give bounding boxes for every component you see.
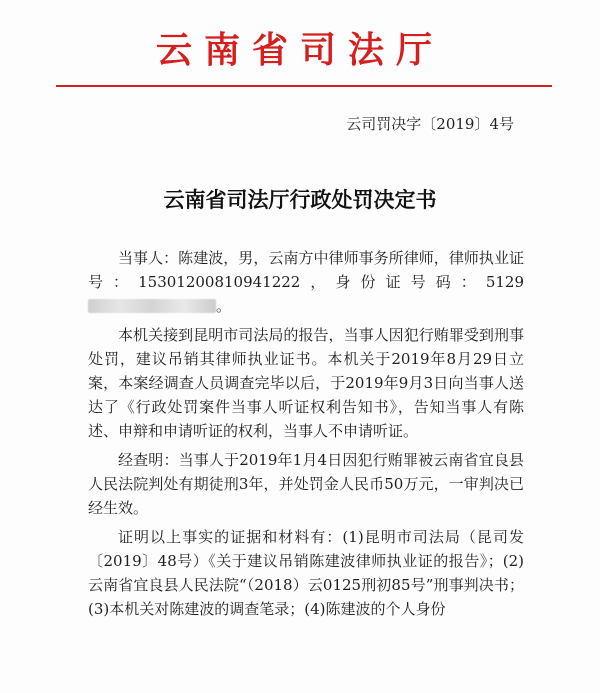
party-info: 当事人：陈建波，男，云南方中律师事务所律师，律师执业证号：15301200810941222，身份证号码：5129	[88, 249, 524, 291]
document-title: 云南省司法厅行政处罚决定书	[163, 187, 437, 212]
party-info-end: 。	[216, 297, 232, 315]
org-letterhead: 云南省司法厅	[155, 29, 444, 71]
document-number: 云司罚决字〔2019〕4号	[346, 115, 514, 133]
redacted-id-blur	[88, 299, 216, 313]
paragraph-report: 本机关接到昆明市司法局的报告，当事人因犯行贿罪受到刑事处罚，建议吊销其律师执业证书。本机关于2019年8月29日立案，本案经调查人员调查完毕以后，于2019年9月3日向当事人送达了《行政处罚案件当事人听证权利告知书》，告知当事人有陈述、申辩和申请听证的权利，当事人不申请听证。	[88, 326, 524, 440]
paragraph-evidence: 证明以上事实的证据和材料有：(1)昆明市司法局（昆司发〔2019〕48号）《关于建议吊销陈建波律师执业证的报告》；(2)云南省宜良县人民法院“（2018）云0125刑初85号”刑事判决书；(3)本机关对陈建波的调查笔录；(4)陈建波的个人身份	[88, 528, 524, 618]
red-divider-line	[56, 85, 552, 87]
party-paragraph	[88, 246, 524, 318]
document-body	[88, 246, 524, 626]
paragraph-findings: 经查明：当事人于2019年1月4日因犯行贿罪被云南省宜良县人民法院判处有期徒刑3年，并处罚金人民币50万元，一审判决已经生效。	[88, 451, 524, 517]
